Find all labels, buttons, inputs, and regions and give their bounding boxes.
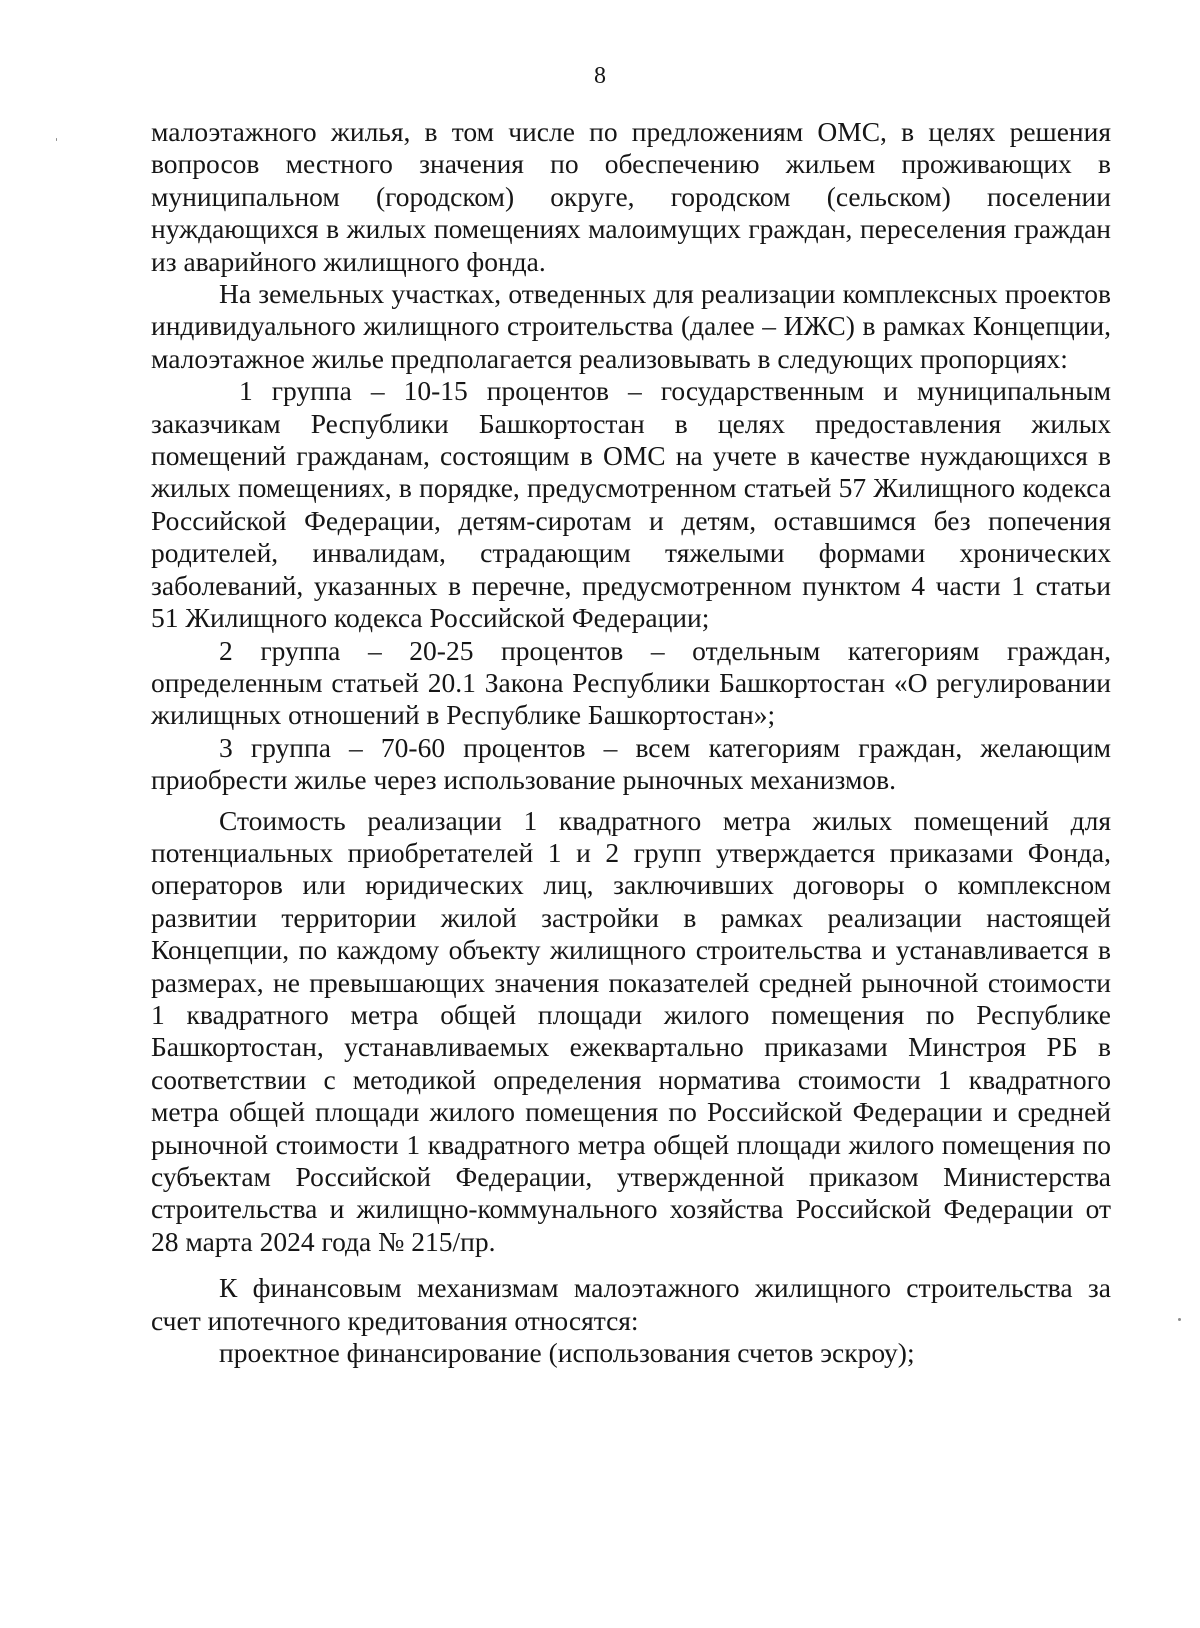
paragraph-project-financing: проектное финансирование (использования счетов эскроу); — [219, 1337, 915, 1369]
paragraph-cost: Стоимость реализации 1 квадратного метра жилых помещений для потенциальных приобретателей 1 и 2 групп утверждается приказами Фонда, операторов или юридических лиц, заключивших договоры о комплексном развитии территории жилой застройки в рамках реализации настоящей Концепции, по каждому объекту жилищного строительства и устанавливается в размерах, не превышающих значения показателей средней рыночной стоимости 1 квадратного метра общей площади жилого помещения по Республике Башкортостан, устанавливаемых ежеквартально приказами Минстроя РБ в соответствии с методикой определения норматива стоимости 1 квадратного метра общей площади жилого помещения по Российской Федерации и средней рыночной стоимости 1 квадратного метра общей площади жилого помещения по субъектам Российской Федерации, утвержденной приказом Министерства строительства и жилищно-коммунального хозяйства Российской Федерации от 28 марта 2024 года № 215/пр. — [151, 804, 1111, 1257]
document-body — [151, 116, 1111, 1369]
paragraph-land-plots: На земельных участках, отведенных для реализации комплексных проектов индивидуального жилищного строительства (далее – ИЖС) в рамках Концепции, малоэтажное жилье предполагается реализовывать в следующих пропорциях: — [151, 278, 1111, 374]
paragraph-group-2: 2 группа – 20-25 процентов – отдельным категориям граждан, определенным статьей 20.1 Закона Республики Башкортостан «О регулировании жилищных отношений в Республике Башкортостан»; — [151, 634, 1111, 731]
scan-artifact — [1178, 1318, 1181, 1321]
paragraph-financial-mechanisms: К финансовым механизмам малоэтажного жилищного строительства за счет ипотечного кредитования относятся: — [151, 1272, 1111, 1336]
page-number: 8 — [594, 63, 606, 89]
paragraph-group-1: 1 группа – 10-15 процентов – государственным и муниципальным заказчикам Республики Башкортостан в целях предоставления жилых помещений гражданам, состоящим в ОМС на учете в качестве нуждающихся в жилых помещениях, в порядке, предусмотренном статьей 57 Жилищного кодекса Российской Федерации, детям-сиротам и детям, оставшимся без попечения родителей, инвалидам, страдающим тяжелыми формами хронических заболеваний, указанных в перечне, предусмотренном пунктом 4 части 1 статьи 51 Жилищного кодекса Российской Федерации; — [151, 375, 1111, 634]
scan-artifact — [56, 138, 57, 141]
paragraph-group-3: 3 группа – 70-60 процентов – всем категориям граждан, желающим приобрести жилье через использование рыночных механизмов. — [151, 731, 1111, 796]
paragraph-continuation: малоэтажного жилья, в том числе по предложениям ОМС, в целях решения вопросов местного значения по обеспечению жильем проживающих в муниципальном (городском) округе, городском (сельском) поселении нуждающихся в жилых помещениях малоимущих граждан, переселения граждан из аварийного жилищного фонда. — [151, 116, 1111, 277]
